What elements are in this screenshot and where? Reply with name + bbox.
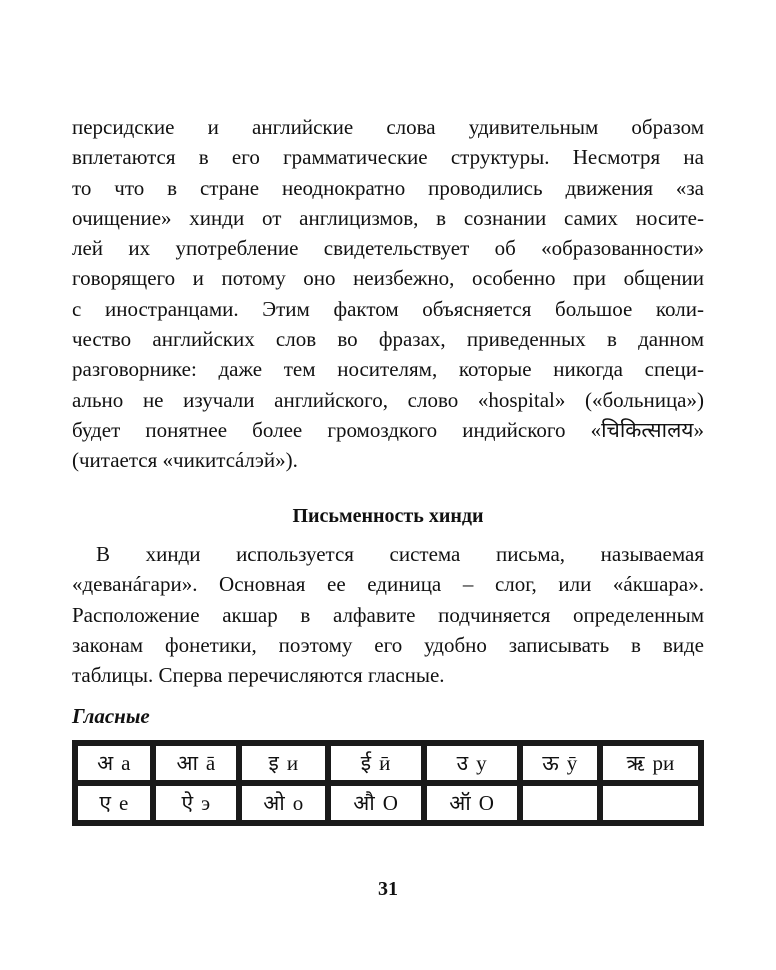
devanagari-letter: ऊ [542, 751, 559, 775]
transliteration: ā [205, 751, 216, 775]
vowel-cell [600, 743, 701, 783]
paragraph-line: говорящего и потому оно неизбежно, особенно при общении [72, 266, 704, 291]
intro-paragraph [72, 112, 704, 476]
paragraph-line: вплетаются в его грамматические структуры. Несмотря на [72, 145, 704, 170]
paragraph-line: очищение» хинди от англицизмов, в сознании самих носите- [72, 205, 704, 230]
vowel-cell [328, 743, 424, 783]
transliteration: О [382, 791, 398, 815]
transliteration: ӣ [379, 751, 391, 775]
paragraph-line: чество английских слов во фразах, приведенных в данном [72, 327, 704, 352]
paragraph-line: то что в стране неоднократно проводились движения «за [72, 175, 704, 200]
vowel-cell [424, 783, 520, 823]
empty-cell [600, 783, 701, 823]
table-row [75, 783, 701, 823]
script-paragraph [72, 539, 704, 690]
devanagari-letter: ए [99, 791, 111, 815]
vowel-cell [153, 743, 239, 783]
table-row [75, 743, 701, 783]
paragraph-line: ально не изучали английского, слово «hospital» («больница») [72, 387, 704, 412]
vowel-cell [239, 743, 327, 783]
transliteration: е [118, 791, 129, 815]
vowel-table [72, 740, 704, 826]
paragraph-line: Расположение акшар в алфавите подчиняется определенным [72, 602, 704, 627]
devanagari-letter: आ [176, 751, 198, 775]
devanagari-letter: अ [97, 751, 114, 775]
devanagari-letter: ओ [263, 791, 285, 815]
transliteration: ри [652, 751, 675, 775]
paragraph-line: (читается «чикитсáлэй»). [72, 448, 298, 473]
vowel-cell [424, 743, 520, 783]
paragraph-line: будет понятнее более громоздкого индийского «चिकित्सालय» [72, 417, 704, 442]
transliteration: э [201, 791, 211, 815]
transliteration: а [121, 751, 131, 775]
vowel-cell [520, 743, 600, 783]
transliteration: у [476, 751, 487, 775]
vowel-cell [239, 783, 327, 823]
page-number: 31 [378, 878, 398, 900]
devanagari-letter: ऐ [181, 791, 194, 815]
vowel-cell [75, 783, 153, 823]
paragraph-line: «деванáгари». Основная ее единица – слог, или «áкшара». [72, 572, 704, 597]
devanagari-letter: इ [268, 751, 279, 775]
devanagari-letter: ऋ [626, 751, 645, 775]
devanagari-letter: ई [360, 751, 372, 775]
devanagari-letter: औ [353, 791, 375, 815]
table-caption: Гласные [72, 704, 150, 728]
transliteration: ӯ [566, 751, 578, 775]
paragraph-line: В хинди используется система письма, называемая [96, 542, 704, 566]
paragraph-line: с иностранцами. Этим фактом объясняется большое коли- [72, 296, 704, 321]
transliteration: О [478, 791, 494, 815]
paragraph-line: законам фонетики, поэтому его удобно записывать в виде [72, 632, 704, 657]
paragraph-line: таблицы. Сперва перечисляются гласные. [72, 663, 445, 688]
vowel-cell [153, 783, 239, 823]
devanagari-letter: उ [456, 751, 469, 775]
paragraph-line: лей их употребление свидетельствует об «образованности» [72, 236, 704, 261]
empty-cell [520, 783, 600, 823]
devanagari-letter: ऑ [449, 791, 471, 815]
section-title: Письменность хинди [292, 505, 484, 527]
paragraph-line: персидские и английские слова удивительным образом [72, 115, 704, 139]
transliteration: о [292, 791, 304, 815]
paragraph-line: разговорнике: даже тем носителям, которые никогда специ- [72, 357, 704, 382]
transliteration: и [286, 751, 299, 775]
vowel-cell [328, 783, 424, 823]
vowel-cell [75, 743, 153, 783]
